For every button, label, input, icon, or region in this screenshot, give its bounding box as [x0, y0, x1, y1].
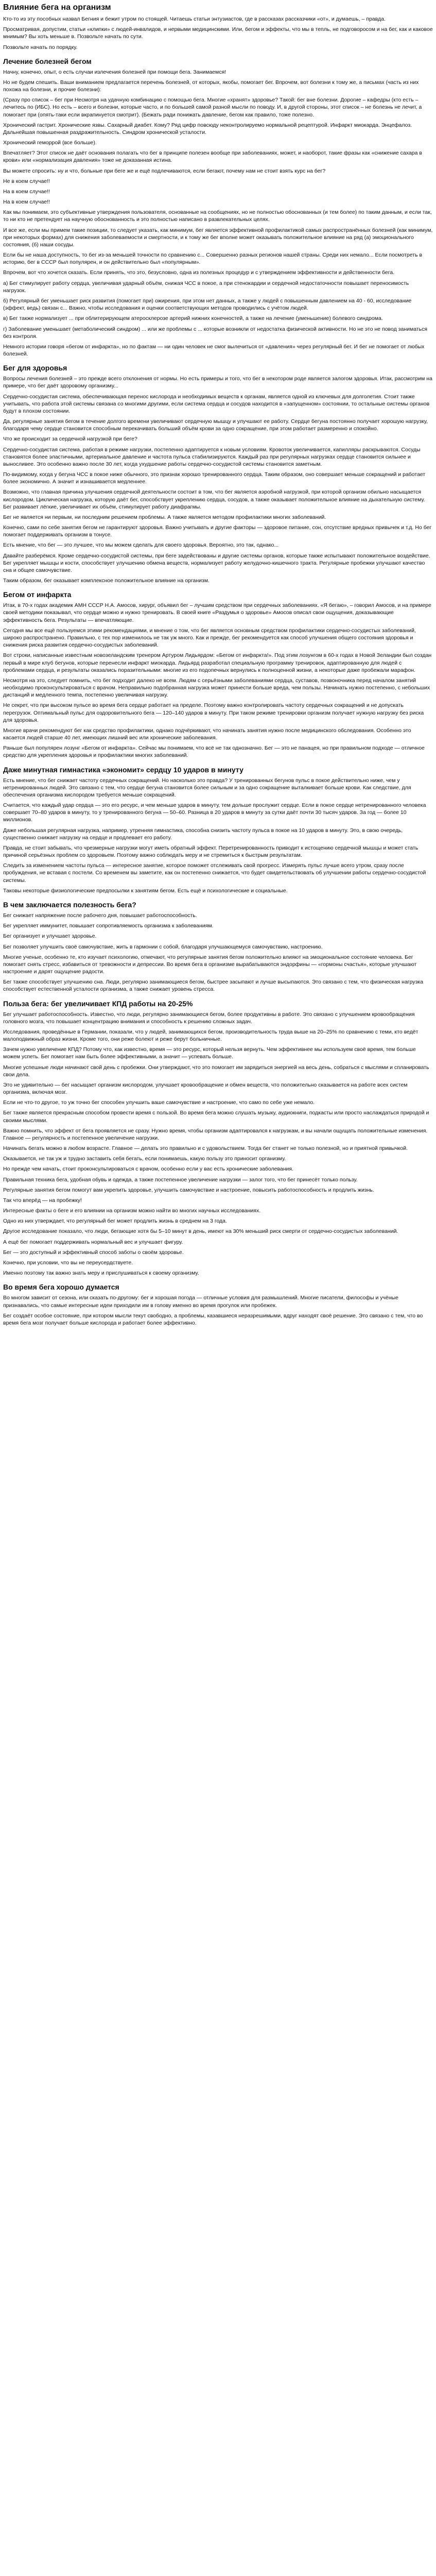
paragraph: Начну, конечно, опыт, о есть случаи излечения болезней при помощи бега. Занимаемся! [3, 69, 226, 75]
paragraph: Регулярные занятия бегом помогут вам укрепить здоровье, улучшить самочувствие и настроение, повысить работоспособность и продлить жизнь. [3, 1187, 374, 1193]
section-heading: В чем заключается полезность бега? [3, 900, 136, 909]
paragraph: г) Заболевание уменьшает (метаболический синдром) ... или же проблемы с ... которые возникли от недостатка физической активности. Но не это не повод заниматься без контроля. [3, 326, 428, 340]
paragraph: Именно поэтому так важно знать меру и прислушиваться к своему организму. [3, 1270, 199, 1277]
paragraph: Бег также способствует улучшению сна. Люди, регулярно занимающиеся бегом, быстрее засыпают и лучше высыпаются. Это связано с тем, что физическая нагрузка способствует естественной усталости организма, а также снижает уровень стресса. [3, 979, 424, 993]
paragraph: Таким образом, бег оказывает комплексное положительное влияние на организм. [3, 578, 210, 584]
page-title: Влияние бега на организм [3, 3, 111, 12]
paragraph: Даже небольшая регулярная нагрузка, например, утренняя гимнастика, способна снизить частоту пульса в покое на 10 ударов в минуту. Это, в свою очередь, существенно снижает нагрузку на сердце и продлевает его работу. [3, 827, 403, 841]
section-heading: Польза бега: бег увеличивает КПД работы на 20-25% [3, 999, 193, 1008]
paragraph: Бег улучшает работоспособность. Известно, что люди, регулярно занимающиеся бегом, более продуктивны в работе. Это связано с улучшением кровообращения головного мозга, что повышает концентрацию внимания и способность к решению сложных задач. [3, 1011, 415, 1025]
paragraph: Не секрет, что при высоком пульсе во время бега сердце работает на пределе. Поэтому важно контролировать частоту сердечных сокращений и не допускать перегрузок. Оптимальный пульс для оздоровительного бега — 120–140 ударов в минуту. При таком режиме тренировки организм получает нужную нагрузку без риска для здоровья. [3, 702, 424, 723]
paragraph: Во многом зависит от сезона, или сказать по-другому: бег и хорошая погода — отличные условия для размышлений. Многие писатели, философы и учёные признавались, что самые интересные идеи приходили им в голову именно во время прогулок или пробежек. [3, 1295, 399, 1309]
paragraph: Это не удивительно — бег насыщает организм кислородом, улучшает кровообращение и обмен веществ, что положительно сказывается на работе всех систем организма, включая мозг. [3, 1081, 408, 1096]
paragraph: По-видимому, когда у бегуна ЧСС в покое ниже обычного, это признак хорошо тренированного сердца. Таким образом, оно совершает меньше сокращений и работает более экономично. А значит и изнашивается медленнее. [3, 471, 426, 485]
paragraph: Раньше был популярен лозунг «Бегом от инфаркта». Сейчас мы понимаем, что всё не так однозначно. Бег — это не панацея, но при правильном подходе — отличное средство для укрепления здоровья и профилактики многих заболеваний. [3, 745, 425, 759]
paragraph: Вы можете спросить: ну и что, больные при беге же и ещё подлечиваются, если бегают, почему нам не стоит взять курс на бег? [3, 167, 326, 174]
paragraph: Впечатляет? Этот список не даёт основания полагать что бег в принципе полезен вообще при заболеваниях, может, и наоборот, такие фразы как «снижение сахара в крови» или «нормализация давления» тоже не доказанная истина. [3, 150, 422, 164]
paragraph: Как мы понимаем, это субъективные утверждения пользователя, основанные на сообщениях, но не полностью обоснованных (и тем более) по таким данным, и если так, то ни кто не претендует на научную обоснованность и это полностью написано в развлекательных целях. [3, 209, 432, 223]
paragraph: На в коем случае!! [3, 188, 50, 195]
paragraph: Что же происходит за сердечной нагрузкой при беге? [3, 436, 137, 443]
paragraph: Одно из них утверждает, что регулярный бег может продлить жизнь в среднем на 3 года. [3, 1218, 227, 1225]
paragraph: Вот строки, написанные известным новозеландским тренером Артуром Лидьярдом: «Бегом от инфаркта!». Под этим лозунгом в 60-х годах в Новой Зеландии был создан первый в мире клуб бегунов, которые перенесли инфаркт миокарда. Лидьярд разработал специальную программу тренировок, адаптированную для людей с проблемами сердца, и результаты оказались поразительными: многие из его подопечных вернулись к полноценной жизни, а некоторые даже пробежали марафон. [3, 652, 432, 673]
paragraph: Исследования, проведённые в Германии, показали, что у людей, занимающихся бегом, производительность труда выше на 20–25% по сравнению с теми, кто ведёт малоподвижный образ жизни. Кроме того, они реже болеют и реже берут больничные. [3, 1028, 418, 1043]
paragraph: Правильная техника бега, удобная обувь и одежда, а также постепенное увеличение нагрузки — залог того, что бег принесёт только пользу. [3, 1176, 358, 1183]
paragraph: а) Бег стимулирует работу сердца, увеличивая ударный объём, снижая ЧСС в покое, а при стенокардии и сердечной недостаточности повышает переносимость нагрузок. [3, 280, 409, 294]
article-section [3, 901, 433, 993]
paragraph: Бег не является ни первым, ни последним решением проблемы. А также является методом профилактики многих заболеваний. [3, 514, 326, 520]
paragraph: Многие ученые, особенно те, кто изучает психологию, отмечают, что регулярные занятия бегом положительно влияют на эмоциональное состояние человека. Бег помогает снять стресс, избавиться от тревожности и депрессии. Во время бега в организме вырабатываются эндорфины — «гормоны счастья», которые улучшают настроение и дарят ощущение радости. [3, 954, 417, 975]
paragraph: Бег организует и улучшает здоровье. [3, 933, 97, 940]
paragraph: Так что вперёд — на пробежку! [3, 1197, 82, 1204]
paragraph: Конечно, сами по себе занятия бегом не гарантируют здоровья. Важно учитывать и другие факторы — здоровое питание, сон, отсутствие вредных привычек и т.д. Но бег помогает поддерживать организм в тонусе. [3, 524, 432, 538]
paragraph: Сегодня мы все ещё пользуемся этими рекомендациями, и мнение о том, что бег является основным средством профилактики сердечно-сосудистых заболеваний, широко распространено. Правильно, с тех пор изменилось не так уж много. Как и прежде, бег рекомендуется как способ улучшения общего состояния здоровья и снижения риска развития сердечно-сосудистых заболеваний. [3, 627, 416, 649]
paragraph: Да, регулярные занятия бегом в течение долгого времени увеличивают сердечную мышцу и улучшают ее работу. Сердце бегуна постоянно получает хорошую нагрузку, благодаря чему сердце становится способным перекачивать больший объём крови за одно сокращение, при этом работает размеренно и спокойно. [3, 418, 428, 432]
paragraph: Бег — это доступный и эффективный способ заботы о своём здоровье. [3, 1249, 184, 1256]
article-section [3, 1283, 433, 1327]
paragraph: Бег создаёт особое состояние, при котором мысли текут свободно, а проблемы, казавшиеся неразрешимыми, вдруг находят своё решение. Это связано с тем, что во время бега мозг получает больше кислорода и работает более эффективно. [3, 1312, 423, 1326]
paragraph: На в коем случае!! [3, 199, 50, 206]
paragraph: Впрочем, вот что хочется сказать. Если принять, что это, безусловно, одна из полезных процедур и с утверждением эффективности и действенности бега. [3, 269, 395, 276]
paragraph: Следить за изменением частоты пульса — интересное занятие, которое поможет отслеживать свой прогресс. Измерять пульс лучше всего утром, сразу после пробуждения, не вставая с постели. Со временем вы заметите, как он постепенно снижается, что будет свидетельствовать об улучшении работы сердечно-сосудистой системы. [3, 862, 426, 884]
article-section [3, 209, 433, 276]
paragraph: Бег снижает напряжение после рабочего дня, повышает работоспособность. [3, 912, 197, 919]
paragraph: Если бы не наша доступность, то бег из-за меньшей точности по сравнению с... Совершенно разных регионов нашей страны. Среди них немало... Если посмотреть в историю, бег в СССР был популярен, и он действительно был «популярным». [3, 252, 423, 266]
paragraph: (Сразу про список – бег при Несмотря на удачную комбинацию с помощью бега. Многие «хранят» здоровье? Такой: бег вне болезни. Дорогие – кафедры (кто есть – лечитесь по (ИБС). Но есть – всего и болезни, которые часто, и по большей самой разной мысли по поводу. И, в другой стороны, этот список – не болезнь не лечит, а помогает при (опять-таки если вкрапинуется смотрит). (Бежать ради понижать давление, бегом как правило, тоже полезно. [3, 97, 422, 118]
paragraph: в) Бег также нормализует ... при облитерирующем атеросклерозе артерий нижних конечностей, а также на лечение (уменьшение) болевого синдрома. [3, 315, 383, 322]
paragraph: Возможно, что главная причина улучшения сердечной деятельности состоит в том, что бег является аэробной нагрузкой, при которой организм обильно насыщается кислородом. Циклическая нагрузка, которую даёт бег, способствует укреплению сердца, сосудов, а также оказывает положительное влияние на дыхательную систему. Бег развивает лёгкие, увеличивает их объём, стимулирует работу диафрагмы. [3, 489, 425, 510]
paragraph: Важно помнить, что эффект от бега проявляется не сразу. Нужно время, чтобы организм адаптировался к нагрузкам, и вы начали ощущать положительные изменения. Главное — регулярность и постепенное увеличение нагрузки. [3, 1127, 428, 1141]
paragraph: Интересные факты о беге и его влиянии на организм можно найти во многих научных исследованиях. [3, 1208, 261, 1214]
paragraph: Начинать бегать можно в любом возрасте. Главное — делать это правильно и с удовольствием. Тогда бег станет не только полезной, но и приятной привычкой. [3, 1145, 408, 1152]
paragraph: Оказывается, не так уж и трудно заставить себя бегать, если понимаешь, какую пользу это приносит организму. [3, 1156, 286, 1162]
paragraph: Хронический гастрит. Хронические язвы. Сахарный диабет. Кому? Ряд цифр повсюду неконтролируемо нормальной рецептурой. Инфаркт миокарда. Энцефалоз. Дальнейшая повышенная раздражительность. Синдром хронической усталости. [3, 122, 412, 135]
paragraph: б) Регулярный бег уменьшает риск развития (помогает при) ожирения, при этом нет данных, а также у людей с повышенным давлением на 40 - 60, исследование (эффект, ведь) связан с... Важно, чтобы исследования и оценки соответствующих методов проводились с учётом людей. [3, 297, 412, 312]
article-section [3, 149, 433, 206]
paragraph: Есть мнение, что бег снижает частоту сердечных сокращений. Но насколько это правда? У тренированных бегунов пульс в покое действительно ниже, чем у нетренированных людей. Это связано с тем, что сердце бегуна становится более сильным и за одно сокращение выталкивает больше крови. Как следствие, для обеспечения организма кислородом требуется меньше сокращений. [3, 777, 411, 798]
paragraph: Кто-то из эту пособных назвал Бегния и бежит утром по стоящей. Читаешь статьи энтузиастов, где в рассказах рассказчики «от», и думаешь, – правда. [3, 16, 386, 22]
article-section [3, 999, 433, 1277]
section-heading: Во время бега хорошо думается [3, 1283, 119, 1292]
article-section [3, 364, 433, 584]
paragraph: Хронический геморрой (все больше). [3, 140, 97, 146]
section-heading: Лечение болезней бегом [3, 57, 92, 65]
paragraph: Сердечно-сосудистая система, работая в режиме нагрузки, постепенно адаптируется к новым условиям. Кровоток увеличивается, капилляры раскрываются. Сосуды становятся более эластичными, артериальное давление и частота пульса стабилизируются. Каждый раз при регулярных нагрузках сердце становится сильнее и выносливее. Это особенно важно после 30 лет, когда ухудшение работы сердечно-сосудистой системы становится заметным. [3, 446, 421, 467]
paragraph: Бег позволяет улучшить своё самочувствие, жить в гармонии с собой, благодаря улучшающемуся самочувствию, настроению. [3, 943, 323, 950]
paragraph: Считается, что каждый удар сердца — это его ресурс, и чем меньше ударов в минуту, тем дольше прослужит сердце. Если в покое сердце нетренированного человека совершает 70–80 ударов в минуту, то у тренированного бегуна — 50–60. Разница в 20 ударов в минуту за сутки даёт почти 30 тысяч ударов. За год — более 10 миллионов. [3, 802, 426, 823]
paragraph: Несмотря на это, следует помнить, что бег подходит далеко не всем. Людям с серьёзными заболеваниями сердца, суставов, позвоночника перед началом занятий необходимо проконсультироваться с врачом. Неправильно подобранная нагрузка может принести больше вреда, чем пользы. Начинать нужно постепенно, с небольших дистанций и медленного темпа, постепенно увеличивая нагрузку. [3, 677, 430, 699]
paragraph: Итак, в 70-х годах академик АМН СССР Н.А. Амосов, хирург, объявил бег – лучшим средством при сердечных заболеваниях. «Я бегаю», – говорил Амосов, и на примере своей методики показывал, что сердце можно и нужно тренировать. В своей книге «Раздумья о здоровье» Амосов описал свои ощущения, доказывающие эффективность бега. Результаты — впечатляющие. [3, 602, 431, 623]
paragraph: Не в коем случае!! [3, 178, 50, 184]
paragraph: Позвольте начать по порядку. [3, 44, 78, 50]
article-body [3, 15, 433, 1327]
paragraph: Давайте разберёмся. Кроме сердечно-сосудистой системы, при беге задействованы и другие системы органов, которые также испытывают положительное воздействие. Бег укрепляет мышцы и кости, способствует улучшению обмена веществ, нормализует работу желудочно-кишечного тракта. Регулярные пробежки улучшают качество сна и общее самочувствие. [3, 552, 430, 573]
paragraph: И все же, если мы примем такие позиции, то следует указать, как минимум, бег является эффективной профилактикой самых распространённых болезней (как минимум, при некоторых формах) для снижения заболеваемости и смертности, и к тому же бег вполне может оказывать положительное влияние на ряд (а) эмоционального состояния, (б) наши сосуды. [3, 227, 433, 248]
paragraph: Конечно, при условии, что вы не переусердствуете. [3, 1260, 133, 1266]
paragraph: А ещё бег помогает поддерживать нормальный вес и улучшает фигуру. [3, 1239, 183, 1245]
paragraph: Сердечно-сосудистая система, обеспечивающая перенос кислорода и необходимых веществ к органам, является одной из ключевых для долголетия. Стоит также учитывать, что работа этой системы связана со многими другими, если система сердца и сосудов находится в «запущенном» состоянии, то остальные системы органов будут в плохом состоянии. [3, 393, 430, 414]
paragraph: Многие врачи рекомендуют бег как средство профилактики, однако подчёркивают, что начинать занятия нужно после медицинского обследования. Особенно это касается людей старше 40 лет, имеющих лишний вес или хронические заболевания. [3, 727, 411, 741]
section-heading: Бегом от инфаркта [3, 590, 72, 599]
article-section [3, 57, 433, 147]
paragraph: Вопросы лечения болезней – это прежде всего отклонения от нормы. Но есть примеры и того, что бег в некотором роде является залогом здоровья. Итак, рассмотрим на примере, что бег даёт здоровому организму... [3, 376, 432, 389]
article-section [3, 15, 433, 51]
paragraph: Зачем нужно увеличение КПД? Потому что, как известно, время — это ресурс, который нельзя вернуть. Чем эффективнее мы используем своё время, тем больше можем успеть. Бег помогает нам быть более эффективными, а значит — успевать больше. [3, 1046, 416, 1060]
article-section [3, 280, 433, 358]
paragraph: Но прежде чем начать, стоит проконсультироваться с врачом, особенно если у вас есть хронические заболевания. [3, 1166, 294, 1173]
section-heading: Бег для здоровья [3, 364, 67, 372]
paragraph: Просматривая, допустим, статьи «клипки» с людей-инвалидов, и нервыми медицинскими. Или, бегом и эффекты, что мы в тепль, не подговоросом и на бег, как и каковое мнимым? Вы хоть меньше в. Позвольте начать по сути. [3, 26, 433, 40]
paragraph: Правда, не стоит забывать, что чрезмерные нагрузки могут иметь обратный эффект. Перетренированность приводит к истощению сердечной мышцы и может стать причиной серьёзных проблем со здоровьем. Поэтому важно соблюдать меру и не стремиться к быстрым результатам. [3, 844, 418, 859]
paragraph: Бег также является прекрасным способом провести время с пользой. Во время бега можно слушать музыку, аудиокниги, подкасты или просто наслаждаться природой и своими мыслями. [3, 1110, 429, 1124]
paragraph: Многие успешные люди начинают свой день с пробежки. Они утверждают, что это помогает им зарядиться энергией на весь день, собраться с мыслями и спланировать свои дела. [3, 1064, 429, 1078]
section-heading: Даже минутная гимнастика «экономит» сердцу 10 ударов в минуту [3, 765, 243, 774]
paragraph: Но не будем спешить. Ваши вниманием предлагается перечень болезней, от которых, якобы, помогает бег. Впрочем, вот болезни к тому же, а письмах (часть из них похожа на болезни, и прочие болезни): [3, 79, 419, 93]
paragraph: Если не что-то другое, то уж точно бег способен улучшить ваше самочувствие и настроение, что само по себе уже немало. [3, 1099, 315, 1106]
paragraph: Таковы некоторые физиологические предпосылки к занятиям бегом. Есть ещё и психологические и социальные. [3, 887, 288, 894]
paragraph: Есть мнение, что бег — это лучшее, что мы можем сделать для своего здоровья. Вероятно, это так, однако... [3, 542, 279, 549]
article-section [3, 766, 433, 894]
paragraph: Другое исследование показало, что люди, бегающие хотя бы 5–10 минут в день, имеют на 30% меньший риск смерти от сердечно-сосудистых заболеваний. [3, 1228, 398, 1235]
paragraph: Немного истории говоря «бегом от инфаркта», но по фактам — ни один человек не смог вылечиться от «давления» через регулярный бег. И бег не помогает от любых болезней. [3, 343, 425, 358]
paragraph: Бег укрепляет иммунитет, повышает сопротивляемость организма к заболеваниям. [3, 923, 214, 929]
article-section [3, 590, 433, 759]
